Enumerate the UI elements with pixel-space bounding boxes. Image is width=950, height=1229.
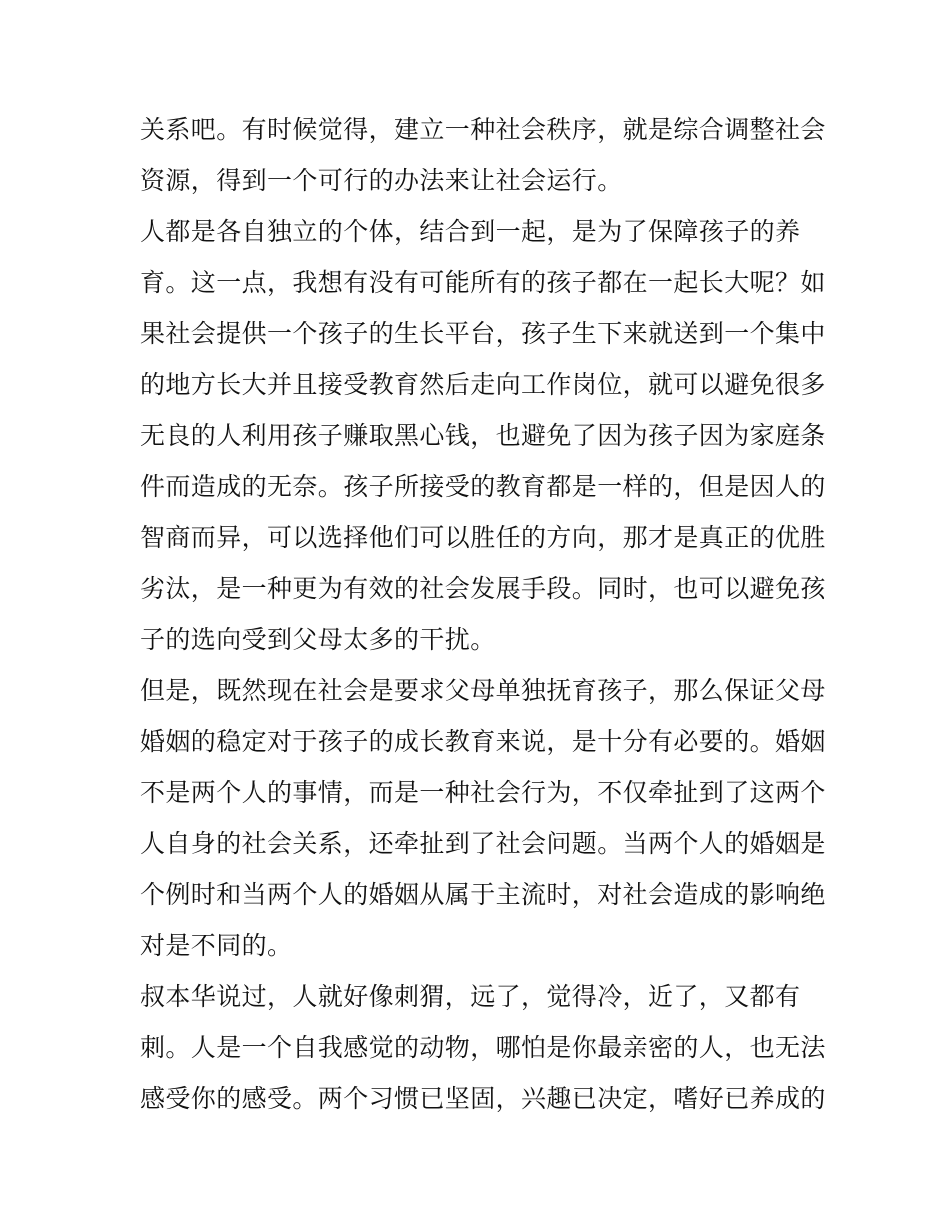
- text-line-5: 果社会提供一个孩子的生长平台，孩子生下来就送到一个集中: [140, 319, 826, 348]
- text-line-19: 刺。人是一个自我感觉的动物，哪怕是你最亲密的人，也无法: [140, 1033, 826, 1062]
- text-line-15: 人自身的社会关系，还牵扯到了社会问题。当两个人的婚姻是: [140, 829, 826, 858]
- text-line-14: 不是两个人的事情，而是一种社会行为，不仅牵扯到了这两个: [140, 778, 826, 807]
- text-line-6: 的地方长大并且接受教育然后走向工作岗位，就可以避免很多: [140, 370, 826, 399]
- text-line-8: 件而造成的无奈。孩子所接受的教育都是一样的，但是因人的: [140, 472, 826, 501]
- text-line-18: 叔本华说过，人就好像刺猬，远了，觉得冷，近了，又都有: [140, 982, 801, 1011]
- text-line-1: 关系吧。有时候觉得，建立一种社会秩序，就是综合调整社会: [140, 115, 826, 144]
- text-line-16: 个例时和当两个人的婚姻从属于主流时，对社会造成的影响绝: [140, 880, 826, 909]
- text-line-2: 资源，得到一个可行的办法来让社会运行。: [140, 166, 623, 195]
- text-line-3: 人都是各自独立的个体，结合到一起，是为了保障孩子的养: [140, 217, 801, 246]
- text-line-11: 子的选向受到父母太多的干扰。: [140, 625, 496, 654]
- text-line-13: 婚姻的稳定对于孩子的成长教育来说，是十分有必要的。婚姻: [140, 727, 826, 756]
- text-line-4: 育。这一点，我想有没有可能所有的孩子都在一起长大呢？如: [140, 268, 826, 297]
- text-line-20: 感受你的感受。两个习惯已坚固，兴趣已决定，嗜好已养成的: [140, 1084, 826, 1113]
- text-line-7: 无良的人利用孩子赚取黑心钱，也避免了因为孩子因为家庭条: [140, 421, 826, 450]
- text-line-12: 但是，既然现在社会是要求父母单独抚育孩子，那么保证父母: [140, 676, 826, 705]
- text-line-10: 劣汰，是一种更为有效的社会发展手段。同时，也可以避免孩: [140, 574, 826, 603]
- text-line-17: 对是不同的。: [140, 931, 293, 960]
- text-line-9: 智商而异，可以选择他们可以胜任的方向，那才是真正的优胜: [140, 523, 826, 552]
